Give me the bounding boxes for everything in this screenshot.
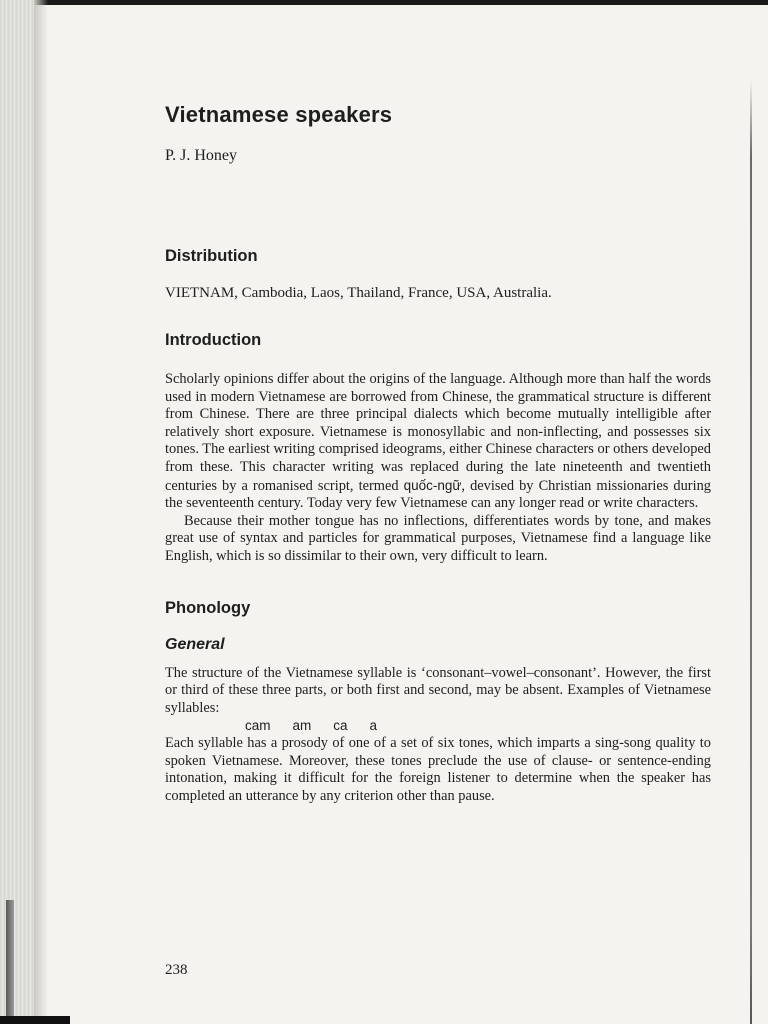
introduction-paragraph-1 [165,371,711,513]
example-syllable: am [292,718,312,734]
phonology-heading: Phonology [165,598,251,617]
phonology-paragraph-2: Each syllable has a prosody of one of a set of six tones, which imparts a sing-song quality to spoken Vietnamese. Moreover, these tones preclude the use of clause- or sentence-ending intonation, making it difficult for the foreign listener to determine when the speaker has completed an utterance by any criterion other than pause. [165,734,711,804]
example-syllable: a [369,718,378,734]
right-page-edge [750,80,752,1024]
introduction-heading: Introduction [165,331,262,349]
distribution-text: VIETNAM, Cambodia, Laos, Thailand, France, USA, Australia. [165,285,552,301]
phonology-paragraph-1: The structure of the Vietnamese syllable is ‘consonant–vowel–consonant’. However, the first or third of these three parts, or both first and second, may be absent. Examples of Vietnamese syllables: [165,664,711,716]
page-content [165,100,711,805]
author-name: P. J. Honey [165,147,238,164]
distribution-heading: Distribution [165,247,258,265]
bottom-edge-shadow [0,1016,70,1024]
chapter-title: Vietnamese speakers [165,102,393,127]
spine-dark-band [6,900,14,1024]
general-subheading: General [165,635,225,653]
syllable-examples [165,717,711,735]
book-spine [0,0,34,1024]
page-number: 238 [165,962,188,978]
top-edge-shadow [0,0,768,5]
quoc-ngu-term: quốc-ngữ [403,477,462,493]
intro-p1-text-before: Scholarly opinions differ about the origins of the language. Although more than half the words used in modern Vietnamese are borrowed from Chinese, the grammatical structure is different from Chinese. There are three principal dialects which become mutually intelligible after relatively short exposure. Vietnamese is monosyllabic and non-inflecting, and possesses six tones. The earliest writing comprised ideograms, either Chinese characters or others developed from these. This character writing was replaced during the late nineteenth and twentieth centuries by a romanised script, termed [165,371,711,494]
intro-p1-text-after: , devised by Christian missionaries during the seventeenth century. Today very few Vietnamese can any longer read or write characters. [165,477,711,512]
spine-shadow [34,0,48,1024]
introduction-paragraph-2: Because their mother tongue has no inflections, differentiates words by tone, and makes great use of syntax and particles for grammatical purposes, Vietnamese find a language like English, which is so dissimilar to their own, very difficult to learn. [165,512,711,564]
example-syllable: cam [245,718,271,734]
example-syllable: ca [333,718,348,734]
